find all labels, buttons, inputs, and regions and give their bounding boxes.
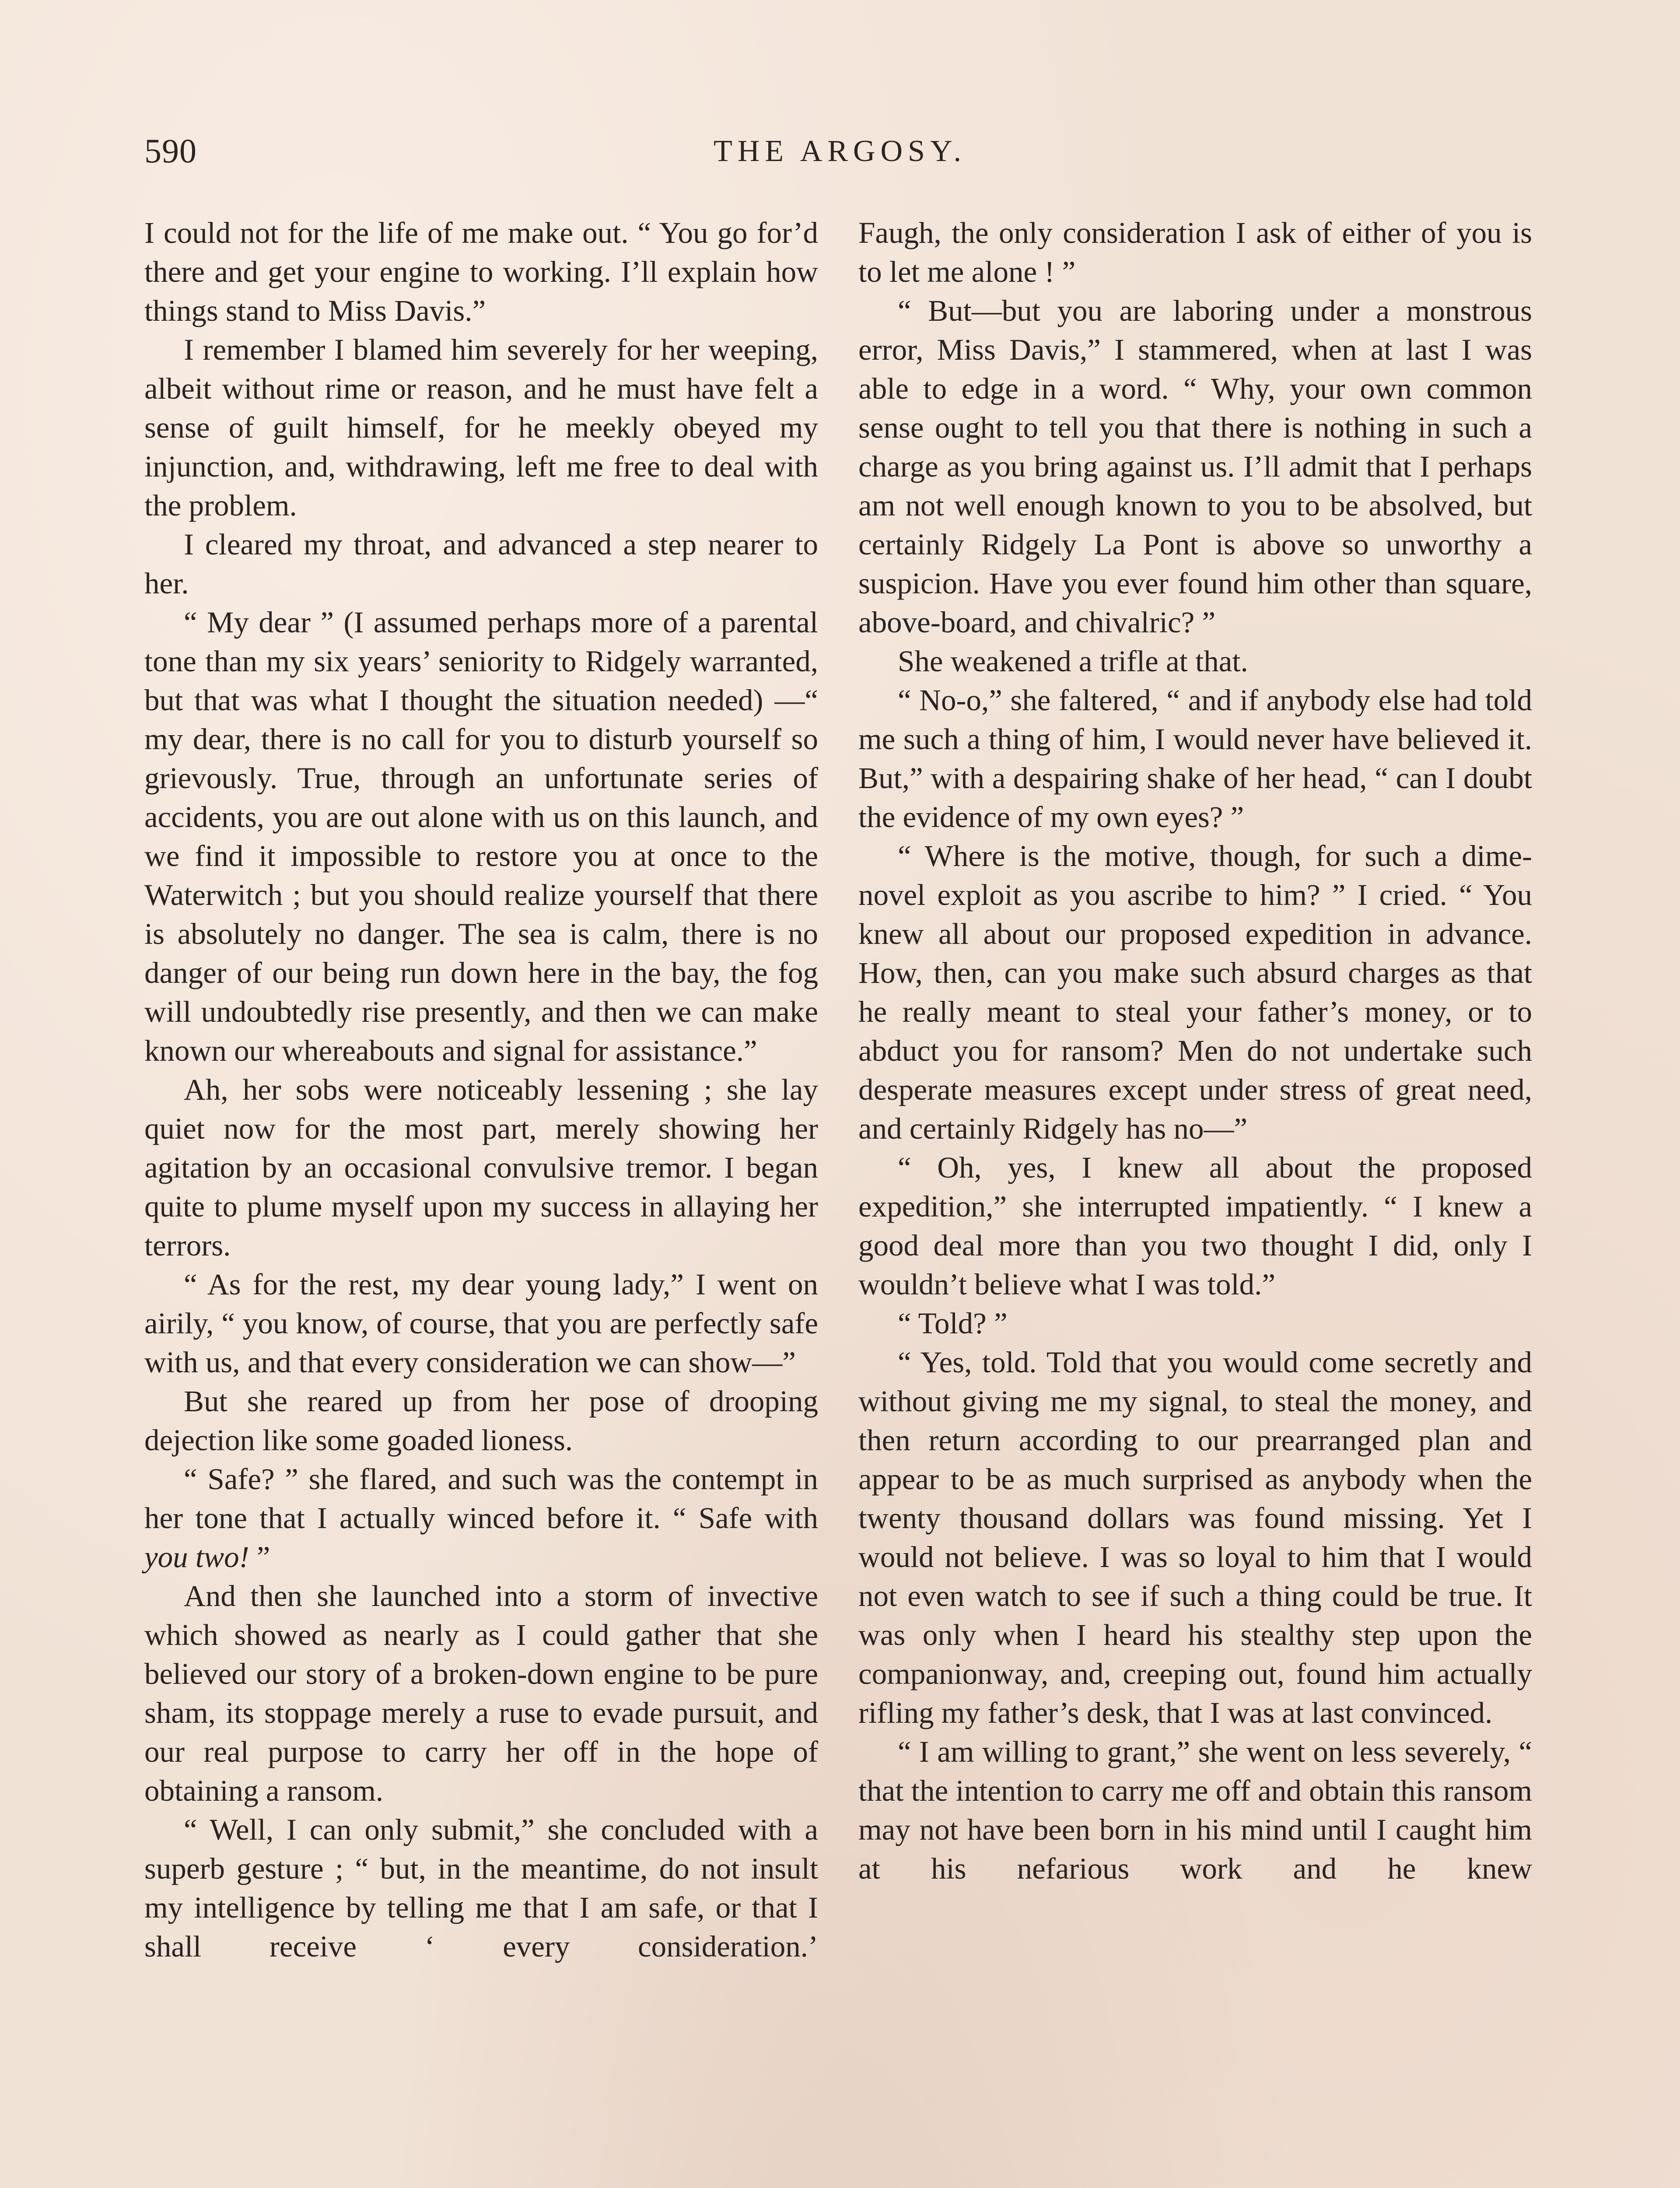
paragraph bbox=[144, 603, 818, 1070]
paragraph-text: “ Told? ” bbox=[898, 1307, 1008, 1340]
emphasized-text: you two! bbox=[144, 1540, 249, 1574]
paragraph-text: Ah, her sobs were noticeably lessening ; she lay quiet now for the most part, merely showing her agitation by an occasional convulsive tremor. I began quite to plume myself upon my success in allaying her terrors. bbox=[144, 1073, 818, 1262]
paragraph-text: “ I am willing to grant,” she went on less severely, “ that the intention to carry me off and obtain this ransom may not have been born in his mind until I caught him at his nefarious work and he knew bbox=[858, 1735, 1532, 1885]
paragraph bbox=[144, 525, 818, 603]
paragraph-text: “ Where is the motive, though, for such a dime-novel exploit as you ascribe to him? ” I cried. “ You knew all about our proposed expedition in advance. How, then, can you make such absurd charges as that he really meant to steal your father’s money, or to abduct you for ransom? Men do not undertake such desperate measures except under stress of great need, and certainly Ridgely has no—” bbox=[858, 839, 1532, 1145]
running-head bbox=[144, 131, 1536, 179]
paragraph-text: “ But—but you are laboring under a monstrous error, Miss Davis,” I stammered, when at last I was able to edge in a word. “ Why, your own common sense ought to tell you that there is nothing in such a charge as you bring against us. I’ll admit that I perhaps am not well enough known to you to be absolved, but certainly Ridgely La Pont is above so unworthy a suspicion. Have you ever found him other than square, above-board, and chivalric? ” bbox=[858, 294, 1532, 639]
paragraph bbox=[858, 1304, 1532, 1343]
paragraph bbox=[858, 681, 1532, 837]
paragraph-text: And then she launched into a storm of invective which showed as nearly as I could gather that she believed our story of a broken-down engine to be pure sham, its stoppage merely a ruse to evade pursuit, and our real purpose to carry her off in the hope of obtaining a ransom. bbox=[144, 1579, 818, 1807]
paragraph bbox=[858, 1732, 1532, 1888]
right-text-column bbox=[858, 214, 1532, 1888]
paragraph bbox=[858, 837, 1532, 1148]
left-text-column bbox=[144, 214, 818, 1966]
paragraph-text: Faugh, the only consideration I ask of either of you is to let me alone ! ” bbox=[858, 216, 1532, 288]
paragraph-text: “ My dear ” (I assumed perhaps more of a parental tone than my six years’ seniority to Ridgely warranted, but that was what I thought the situation needed) —“ my dear, there is no call for you to disturb yourself so grievously. True, through an unfortunate series of accidents, you are out alone with us on this launch, and we find it impossible to restore you at once to the Waterwitch ; but you should realize yourself that there is absolutely no danger. The sea is calm, there is no danger of our being run down here in the bay, the fog will undoubtedly rise presently, and then we can make known our whereabouts and signal for assistance.” bbox=[144, 606, 818, 1067]
paragraph-text: I could not for the life of me make out. “ You go for’d there and get your engine to working. I’ll explain how things stand to Miss Davis.” bbox=[144, 216, 818, 327]
paragraph-text-end: ” bbox=[249, 1540, 270, 1574]
paragraph-text: “ Safe? ” she flared, and such was the contempt in her tone that I actually winced before it. “ Safe with bbox=[144, 1462, 818, 1535]
paragraph-text: I cleared my throat, and advanced a step nearer to her. bbox=[144, 528, 818, 600]
paragraph-text: “ Yes, told. Told that you would come secretly and without giving me my signal, to steal the money, and then return according to our prearranged plan and appear to be as much surprised as anybody when the twenty thousand dollars was found missing. Yet I would not believe. I was so loyal to him that I would not even watch to see if such a thing could be true. It was only when I heard his stealthy step upon the companionway, and, creeping out, found him actually rifling my father’s desk, that I was at last convinced. bbox=[858, 1346, 1532, 1729]
paragraph-text: “ No-o,” she faltered, “ and if anybody else had told me such a thing of him, I would never have believed it. But,” with a despairing shake of her head, “ can I doubt the evidence of my own eyes? ” bbox=[858, 684, 1532, 834]
paragraph-text: But she reared up from her pose of drooping dejection like some goaded lioness. bbox=[144, 1385, 818, 1457]
paragraph-text: “ Oh, yes, I knew all about the proposed expedition,” she interrupted impatiently. “ I knew a good deal more than you two thought I did, only I wouldn’t believe what I was told.” bbox=[858, 1151, 1532, 1301]
paragraph bbox=[144, 1265, 818, 1382]
paragraph bbox=[858, 1148, 1532, 1304]
paragraph bbox=[858, 1343, 1532, 1732]
running-title: THE ARGOSY. bbox=[713, 134, 966, 168]
paragraph bbox=[858, 291, 1532, 642]
paragraph bbox=[144, 330, 818, 525]
paragraph-text: She weakened a trifle at that. bbox=[898, 645, 1248, 678]
paragraph-text: I remember I blamed him severely for her weeping, albeit without rime or reason, and he must have felt a sense of guilt himself, for he meekly obeyed my injunction, and, withdrawing, left me free to deal with the problem. bbox=[144, 333, 818, 522]
paragraph-text: “ Well, I can only submit,” she concluded with a superb gesture ; “ but, in the meantime, do not insult my intelligence by telling me that I am safe, or that I shall receive ‘ every consideration.’ bbox=[144, 1813, 818, 1963]
paragraph bbox=[144, 1070, 818, 1265]
paragraph bbox=[858, 214, 1532, 291]
paragraph bbox=[144, 1577, 818, 1810]
paragraph bbox=[144, 1382, 818, 1460]
paragraph bbox=[144, 214, 818, 330]
page-number: 590 bbox=[144, 132, 197, 170]
paragraph-text: “ As for the rest, my dear young lady,” I went on airily, “ you know, of course, that you are perfectly safe with us, and that every consideration we can show—” bbox=[144, 1268, 818, 1379]
paragraph bbox=[858, 642, 1532, 681]
paragraph bbox=[144, 1460, 818, 1577]
paragraph bbox=[144, 1810, 818, 1966]
